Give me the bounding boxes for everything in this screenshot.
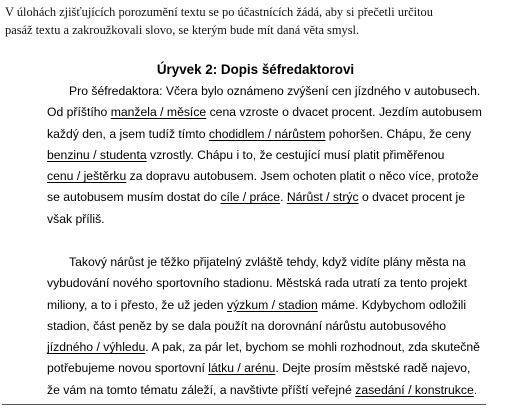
passage-text: . xyxy=(280,190,287,205)
passage-text: vzrostly. Chápu i to, že cestující musí platit přiměřenou xyxy=(146,147,445,162)
word-choice[interactable]: manžela / měsíce xyxy=(110,105,207,120)
passage-line xyxy=(47,145,487,166)
passage-text: se autobusem musím dostat do xyxy=(47,190,221,205)
passage-line xyxy=(47,187,487,208)
passage-text: cena vzroste o dvacet procent. Jezdím autobusem xyxy=(206,105,482,120)
passage-text: Od příštího xyxy=(47,105,111,120)
passage-text: miliony, a to i přesto, že už jeden xyxy=(47,297,227,312)
passage-text: stadion, část peněz by se dala použít na dorovnání nárůstu autobusového xyxy=(47,318,447,333)
word-choice[interactable]: Nárůst / strýc xyxy=(286,190,359,205)
passage-paragraph-2 xyxy=(47,252,487,401)
passage-line xyxy=(47,337,487,358)
word-choice[interactable]: cíle / práce xyxy=(220,190,281,205)
passage-text: Takový nárůst je těžko přijatelný zvláště tehdy, když vidíte plány města na xyxy=(69,255,466,269)
passage-line xyxy=(47,358,487,379)
passage-line xyxy=(47,316,487,337)
word-choice[interactable]: výzkum / stadion xyxy=(226,297,318,312)
passage-line xyxy=(47,252,487,273)
passage-text: každý den, a jsem tudíž tímto xyxy=(47,126,209,141)
passage-line xyxy=(47,380,487,401)
passage-text: . xyxy=(473,382,478,397)
passage-line xyxy=(47,295,487,316)
word-choice[interactable]: zasedání / konstrukce xyxy=(355,382,474,397)
passage-text: . Dejte prosím městské radě najevo, xyxy=(275,361,471,376)
word-choice[interactable]: jízdného / výhledu xyxy=(47,340,146,355)
passage-text: máme. Kdybychom odložili xyxy=(317,297,467,312)
passage-text: vybudování nového sportovního stadionu. Městská rada utratí za tento projekt xyxy=(47,276,468,291)
passage-text: pohoršen. Chápu, že ceny xyxy=(325,126,472,141)
passage-text: za dopravu autobusem. Jsem ochoten platit o něco více, protože xyxy=(126,169,479,184)
passage-line xyxy=(47,124,487,145)
word-choice[interactable]: chodidlem / nárůstem xyxy=(208,126,326,141)
passage-text: že vám na tomto tématu záleží, a navštivte příští veřejné xyxy=(47,382,356,397)
passage-line xyxy=(47,209,487,230)
passage-paragraph-1 xyxy=(47,81,487,230)
passage-text: Pro šéfredaktora: Včera bylo oznámeno zvýšení cen jízdného v autobusech. xyxy=(69,84,481,98)
word-choice[interactable]: látku / arénu xyxy=(208,361,276,376)
passage-title: Úryvek 2: Dopis šéfredaktorovi xyxy=(156,62,355,77)
instructions-line: pasáž textu a zakroužkovali slovo, se kterým bude mít daná věta smysl. xyxy=(5,23,360,37)
passage-text: o dvacet procent je xyxy=(358,190,465,205)
passage-text: však příliš. xyxy=(47,211,105,226)
passage-line xyxy=(47,102,487,123)
word-choice[interactable]: cenu / ještěrku xyxy=(47,169,127,184)
instructions xyxy=(5,3,505,39)
passage-text: potřebujeme novou sportovní xyxy=(47,361,209,376)
bottom-divider xyxy=(2,404,486,405)
passage-line xyxy=(47,273,487,294)
passage-line xyxy=(47,81,487,102)
word-choice[interactable]: benzinu / studenta xyxy=(47,147,147,162)
instructions-line: V úlohách zjišťujících porozumění textu se po účastnících žádá, aby si přečetli určitou xyxy=(5,5,433,19)
passage-text: . A pak, za pár let, bychom se mohli rozhodnout, zda skutečně xyxy=(145,340,480,355)
passage-line xyxy=(47,166,487,187)
